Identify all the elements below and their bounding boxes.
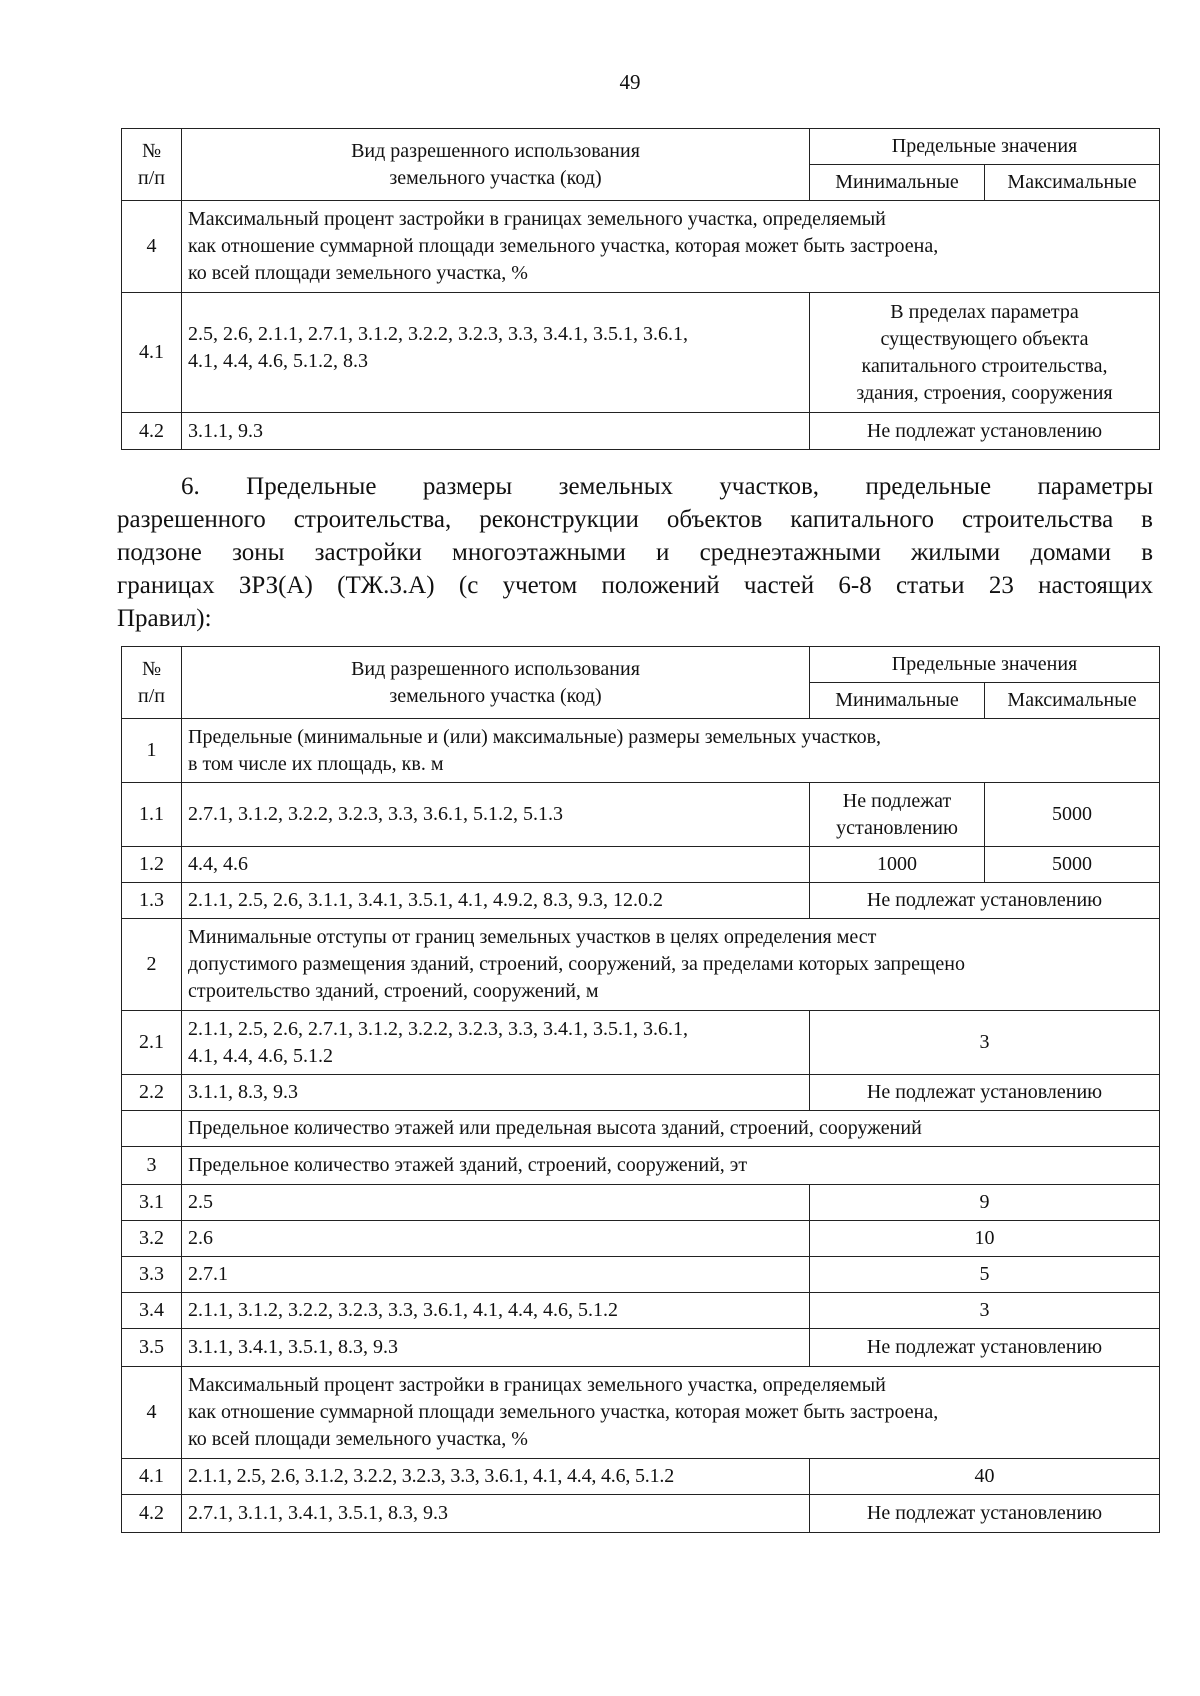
limits-table-1 xyxy=(121,128,1160,450)
table-row xyxy=(122,783,1160,847)
min-value: Не подлежат установлению xyxy=(810,783,985,847)
table-row xyxy=(122,1011,1160,1075)
header-limits: Предельные значения xyxy=(810,129,1160,165)
table-row xyxy=(122,293,1160,413)
header-use: Вид разрешенного использования земельного участка (код) xyxy=(182,129,810,201)
row-num: 3.2 xyxy=(122,1221,182,1257)
header-use: Вид разрешенного использования земельного участка (код) xyxy=(182,647,810,719)
row-num: 1.2 xyxy=(122,847,182,883)
section-title: Максимальный процент застройки в границах земельного участка, определяемый как отношение суммарной площади земельного участка, которая может быть застроена, ко всей площади земельного участка, % xyxy=(182,201,1160,293)
row-num: 3.3 xyxy=(122,1257,182,1293)
row-num: 3 xyxy=(122,1147,182,1185)
use-codes: 2.7.1 xyxy=(182,1257,810,1293)
use-codes: 3.1.1, 3.4.1, 3.5.1, 8.3, 9.3 xyxy=(182,1329,810,1367)
table-row xyxy=(122,883,1160,919)
use-codes: 2.1.1, 2.5, 2.6, 3.1.2, 3.2.2, 3.2.3, 3.3, 3.6.1, 4.1, 4.4, 4.6, 5.1.2 xyxy=(182,1459,810,1495)
use-codes: 2.7.1, 3.1.1, 3.4.1, 3.5.1, 8.3, 9.3 xyxy=(182,1495,810,1533)
max-value: 5000 xyxy=(985,847,1160,883)
use-codes: 3.1.1, 9.3 xyxy=(182,413,810,450)
row-num: 3.5 xyxy=(122,1329,182,1367)
section-title: Предельные (минимальные и (или) максимальные) размеры земельных участков, в том числе их площадь, кв. м xyxy=(182,719,1160,783)
row-num: 4.2 xyxy=(122,413,182,450)
header-max: Максимальные xyxy=(985,683,1160,719)
header-limits: Предельные значения xyxy=(810,647,1160,683)
limit-value: 3 xyxy=(810,1011,1160,1075)
header-num: № п/п xyxy=(122,647,182,719)
table-row xyxy=(122,847,1160,883)
limits-table-2 xyxy=(121,646,1160,1533)
row-num: 1.3 xyxy=(122,883,182,919)
limit-value: 5 xyxy=(810,1257,1160,1293)
limit-value: 3 xyxy=(810,1293,1160,1329)
table-row xyxy=(122,1111,1160,1147)
header-row xyxy=(122,129,1160,165)
table-row xyxy=(122,1147,1160,1185)
row-num: 4 xyxy=(122,1367,182,1459)
section-title: Минимальные отступы от границ земельных участков в целях определения мест допустимого размещения зданий, строений, сооружений, за пределами которых запрещено строительство зданий, строений, сооружений, м xyxy=(182,919,1160,1011)
row-num: 2 xyxy=(122,919,182,1011)
limit-value: Не подлежат установлению xyxy=(810,413,1160,450)
table-row xyxy=(122,1257,1160,1293)
page-number: 49 xyxy=(619,70,641,94)
use-codes: 2.1.1, 2.5, 2.6, 2.7.1, 3.1.2, 3.2.2, 3.2.3, 3.3, 3.4.1, 3.5.1, 3.6.1, 4.1, 4.4, 4.6, 5.1.2 xyxy=(182,1011,810,1075)
table-row xyxy=(122,1221,1160,1257)
use-codes: 2.7.1, 3.1.2, 3.2.2, 3.2.3, 3.3, 3.6.1, 5.1.2, 5.1.3 xyxy=(182,783,810,847)
section-title: Максимальный процент застройки в границах земельного участка, определяемый как отношение суммарной площади земельного участка, которая может быть застроена, ко всей площади земельного участка, % xyxy=(182,1367,1160,1459)
use-codes: 2.1.1, 3.1.2, 3.2.2, 3.2.3, 3.3, 3.6.1, 4.1, 4.4, 4.6, 5.1.2 xyxy=(182,1293,810,1329)
section-title: Предельное количество этажей или предельная высота зданий, строений, сооружений xyxy=(182,1111,1160,1147)
table-row xyxy=(122,413,1160,450)
table-row xyxy=(122,1293,1160,1329)
limit-value: 9 xyxy=(810,1185,1160,1221)
row-num: 3.1 xyxy=(122,1185,182,1221)
row-num: 3.4 xyxy=(122,1293,182,1329)
section-title: Предельное количество этажей зданий, строений, сооружений, эт xyxy=(182,1147,1160,1185)
use-codes: 2.1.1, 2.5, 2.6, 3.1.1, 3.4.1, 3.5.1, 4.1, 4.9.2, 8.3, 9.3, 12.0.2 xyxy=(182,883,810,919)
use-codes: 2.6 xyxy=(182,1221,810,1257)
header-min: Минимальные xyxy=(810,165,985,201)
use-codes: 2.5 xyxy=(182,1185,810,1221)
row-num: 4.1 xyxy=(122,293,182,413)
limit-value: Не подлежат установлению xyxy=(810,1075,1160,1111)
limit-value: В пределах параметра существующего объекта капитального строительства, здания, строения, сооружения xyxy=(810,293,1160,413)
use-codes: 2.5, 2.6, 2.1.1, 2.7.1, 3.1.2, 3.2.2, 3.2.3, 3.3, 3.4.1, 3.5.1, 3.6.1, 4.1, 4.4, 4.6, 5.1.2, 8.3 xyxy=(182,293,810,413)
table-row xyxy=(122,1367,1160,1459)
row-num: 2.1 xyxy=(122,1011,182,1075)
row-num: 4.1 xyxy=(122,1459,182,1495)
row-num: 4.2 xyxy=(122,1495,182,1533)
table-row xyxy=(122,1075,1160,1111)
use-codes: 3.1.1, 8.3, 9.3 xyxy=(182,1075,810,1111)
limit-value: 40 xyxy=(810,1459,1160,1495)
table-row xyxy=(122,1495,1160,1533)
header-min: Минимальные xyxy=(810,683,985,719)
max-value: 5000 xyxy=(985,783,1160,847)
limit-value: 10 xyxy=(810,1221,1160,1257)
use-codes: 4.4, 4.6 xyxy=(182,847,810,883)
table-row xyxy=(122,1185,1160,1221)
limit-value: Не подлежат установлению xyxy=(810,1495,1160,1533)
row-num: 1 xyxy=(122,719,182,783)
row-num: 2.2 xyxy=(122,1075,182,1111)
table-row xyxy=(122,201,1160,293)
header-max: Максимальные xyxy=(985,165,1160,201)
table-row xyxy=(122,919,1160,1011)
row-num xyxy=(122,1111,182,1147)
min-value: 1000 xyxy=(810,847,985,883)
header-num: № п/п xyxy=(122,129,182,201)
header-row xyxy=(122,647,1160,683)
table-row xyxy=(122,1329,1160,1367)
row-num: 4 xyxy=(122,201,182,293)
table-row xyxy=(122,1459,1160,1495)
table-row xyxy=(122,719,1160,783)
row-num: 1.1 xyxy=(122,783,182,847)
limit-value: Не подлежат установлению xyxy=(810,883,1160,919)
limit-value: Не подлежат установлению xyxy=(810,1329,1160,1367)
section-paragraph: 6. Предельные размеры земельных участков, предельные параметры разрешенного строительства, реконструкции объектов капитального строительства в подзоне зоны застройки многоэтажными и среднеэтажными жилыми домами в границах ЗРЗ(А) (ТЖ.3.А) (с учетом положений частей 6-8 статьи 23 настоящих Правил): xyxy=(117,473,1153,632)
